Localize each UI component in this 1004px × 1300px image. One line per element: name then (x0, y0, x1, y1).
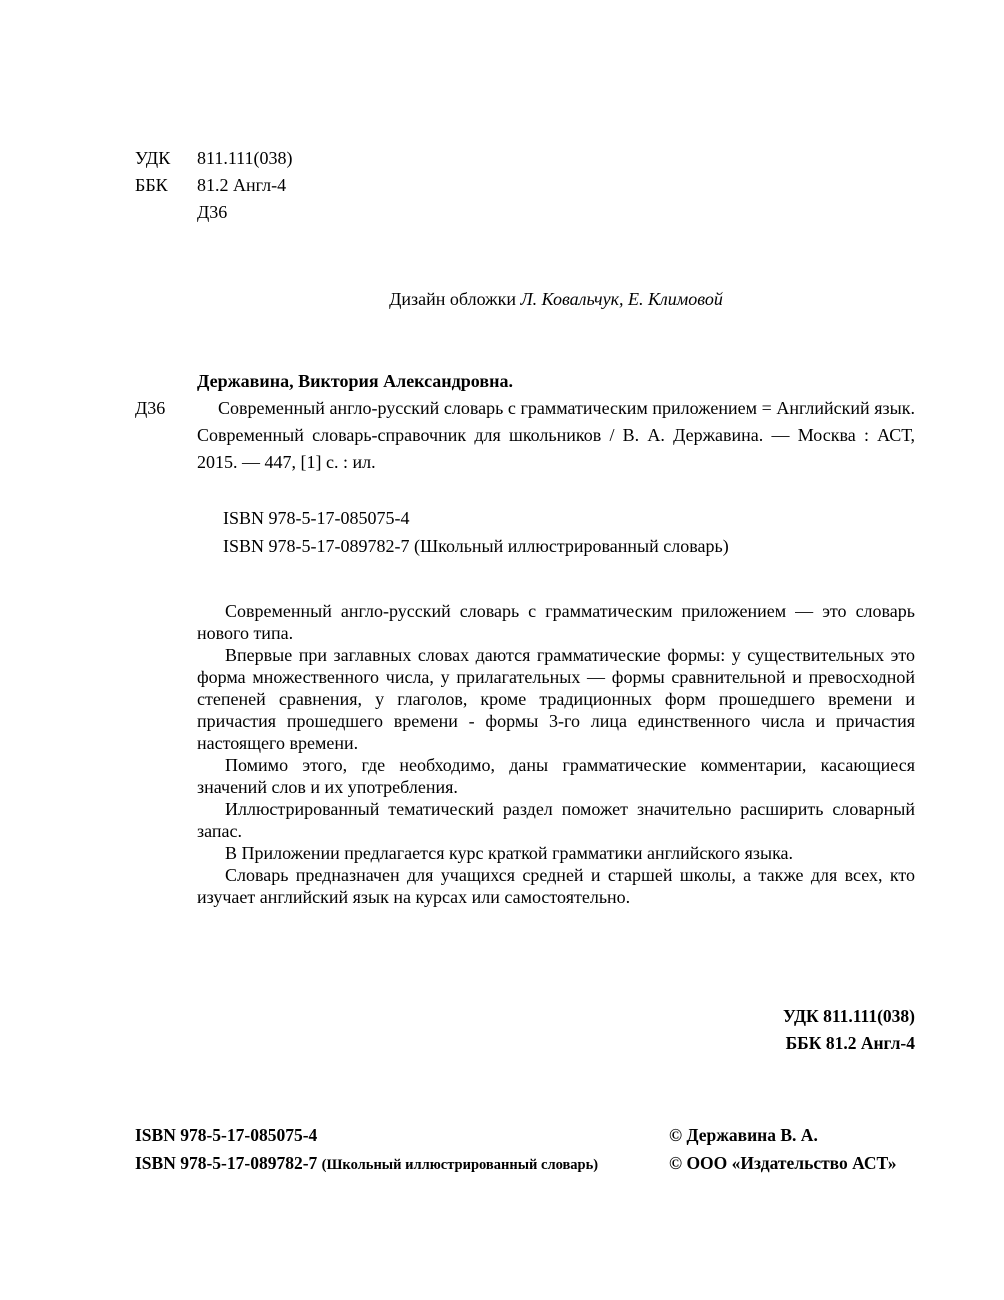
isbn-line-1: ISBN 978-5-17-085075-4 (223, 508, 410, 528)
footer-row-1 (135, 1121, 915, 1149)
cover-design-prefix: Дизайн обложки (389, 289, 521, 309)
annotation-paragraph: В Приложении предлагается курс краткой грамматики английского языка. (225, 843, 794, 863)
bbk-value: 81.2 Англ-4 (197, 175, 287, 195)
catalog-description: Современный англо-русский словарь с грамматическим приложением = Английский язык. Современный словарь-справочник для школьников / В. А. Державина. — Москва : АСТ, 2015. — 447, [1] с. : ил. (197, 398, 915, 472)
annotation-paragraph: Словарь предназначен для учащихся средней и старшей школы, а также для всех, кто изучает английский язык на курсах или самостоятельно. (197, 865, 915, 907)
cover-designers: Л. Ковальчук, Е. Климовой (520, 289, 723, 309)
bbk-right: ББК 81.2 Англ-4 (785, 1033, 915, 1053)
udk-label: УДК (135, 148, 171, 168)
annotation-paragraph: Помимо этого, где необходимо, даны грамматические комментарии, касающиеся значений слов и их употребления. (197, 755, 915, 797)
catalog-entry (135, 368, 915, 476)
annotation-paragraph: Иллюстрированный тематический раздел поможет значительно расширить словарный запас. (197, 799, 915, 841)
catalog-margin-code: Д36 (135, 398, 166, 418)
udk-value: 811.111(038) (197, 148, 293, 168)
annotation-paragraph: Современный англо-русский словарь с грамматическим приложением — это словарь нового типа. (197, 601, 915, 643)
author-code-row (135, 199, 915, 226)
footer-isbn-2 (135, 1149, 598, 1179)
author-code: Д36 (197, 202, 228, 222)
footer-isbn-1: ISBN 978-5-17-085075-4 (135, 1125, 318, 1145)
classification-block-right (197, 1003, 915, 1057)
udk-right: УДК 811.111(038) (782, 1006, 915, 1026)
isbn-line-2: ISBN 978-5-17-089782-7 (Школьный иллюстрированный словарь) (223, 536, 729, 556)
annotation-text (197, 600, 915, 908)
footer-isbn-2-number: ISBN 978-5-17-089782-7 (135, 1153, 318, 1173)
footer (135, 1121, 915, 1179)
empty-label (135, 199, 197, 226)
footer-row-2 (135, 1149, 915, 1179)
bbk-label: ББК (135, 175, 168, 195)
isbn-block (197, 504, 915, 560)
udk-row (135, 145, 915, 172)
classification-block (135, 145, 915, 226)
cover-design-credit (197, 286, 915, 313)
bbk-row (135, 172, 915, 199)
footer-isbn-2-note: (Школьный иллюстрированный словарь) (321, 1157, 599, 1173)
copyright-author: © Державина В. А. (669, 1125, 818, 1145)
copyright-publisher: © ООО «Издательство АСТ» (669, 1153, 897, 1173)
catalog-author: Державина, Виктория Александровна. (197, 371, 513, 391)
annotation-paragraph: Впервые при заглавных словах даются грамматические формы: у существительных это форма множественного числа, у прилагательных — формы сравнительной и превосходной степеней сравнения, у глаголов, кроме традиционных форм прошедшего времени и причастия прошедшего времени - формы 3-го лица единственного числа и причастия настоящего времени. (197, 645, 915, 753)
